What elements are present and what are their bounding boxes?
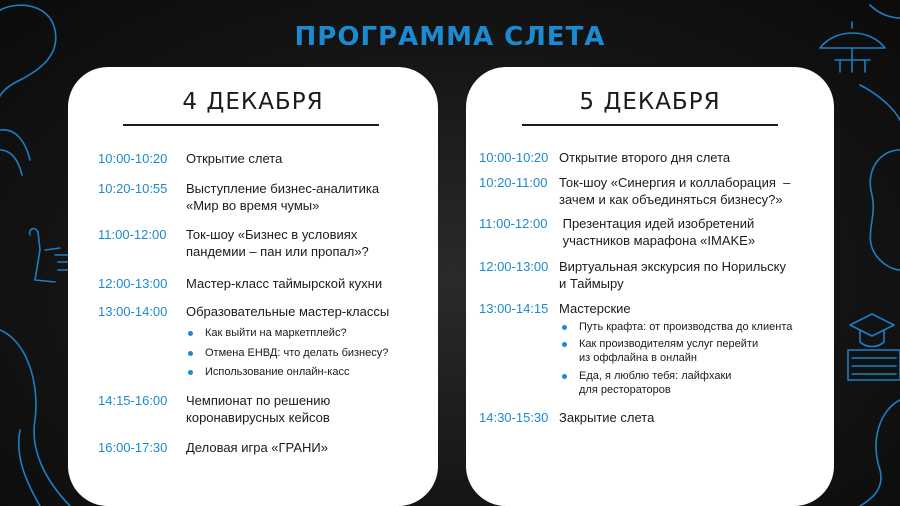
item-text: Открытие второго дня слета	[559, 150, 731, 165]
item-text: Образовательные мастер-классы	[186, 304, 390, 319]
bullet-dot	[188, 351, 193, 356]
bottom-right-curves	[860, 400, 900, 506]
item-time: 14:15-16:00	[98, 393, 168, 408]
right-blob	[870, 150, 900, 270]
item-time: 10:20-10:55	[98, 181, 168, 196]
item-text: Мастер-класс таймырской кухни	[186, 276, 383, 291]
day2-divider	[522, 124, 778, 126]
bullet-text: из оффлайна в онлайн	[579, 352, 697, 364]
item-text: Ток-шоу «Бизнес в условиях	[186, 227, 358, 242]
bottom-left-curves	[0, 330, 70, 506]
item-time: 10:00-10:20	[98, 151, 168, 166]
item-text: Презентация идей изобретений	[559, 216, 755, 231]
bullet-dot	[188, 331, 193, 336]
item-text: Мастерские	[559, 301, 631, 316]
left-wave-lines	[0, 130, 30, 175]
item-time: 12:00-13:00	[98, 276, 168, 291]
bullet-text: Отмена ЕНВД: что делать бизнесу?	[205, 347, 389, 359]
day2-card	[466, 67, 834, 506]
item-text: Виртуальная экскурсия по Норильску	[559, 259, 786, 274]
item-text: зачем и как объединяться бизнесу?»	[559, 192, 783, 207]
item-text: Чемпионат по решению	[186, 393, 331, 408]
item-time: 14:30-15:30	[479, 410, 549, 425]
bullet-text: Как выйти на маркетплейс?	[205, 327, 347, 339]
item-time: 12:00-13:00	[479, 259, 549, 274]
bullet-text: Использование онлайн-касс	[205, 366, 350, 378]
page-title: ПРОГРАММА СЛЕТА	[294, 22, 606, 52]
item-text: коронавирусных кейсов	[186, 410, 330, 425]
day1-date: 4 ДЕКАБРЯ	[182, 89, 324, 115]
item-text: Ток-шоу «Синергия и коллаборация –	[559, 175, 791, 190]
bullet-text: Как производителям услуг перейти	[579, 338, 759, 350]
person-desk-icon	[30, 229, 72, 282]
item-text: Выступление бизнес-аналитика	[186, 181, 380, 196]
item-text: пандемии – пан или пропал»?	[186, 244, 369, 259]
item-time: 13:00-14:00	[98, 304, 168, 319]
bullet-text: Путь крафта: от производства до клиента	[579, 321, 793, 333]
item-time: 10:00-10:20	[479, 150, 549, 165]
item-text: и Таймыру	[559, 276, 624, 291]
bullet-text: Еда, я люблю тебя: лайфхаки	[579, 370, 732, 382]
bullet-dot	[562, 342, 567, 347]
item-time: 10:20-11:00	[479, 175, 548, 190]
bullet-dot	[562, 325, 567, 330]
bullet-dot	[188, 370, 193, 375]
bullet-dot	[562, 374, 567, 379]
item-text: «Мир во время чумы»	[186, 198, 320, 213]
bullet-text: для рестораторов	[579, 384, 671, 396]
item-text: Открытие слета	[186, 151, 283, 166]
day2-date: 5 ДЕКАБРЯ	[579, 89, 721, 115]
graduation-cap-icon	[850, 314, 894, 347]
item-time: 11:00-12:00	[98, 227, 167, 242]
laptop-icon	[848, 350, 900, 380]
item-time: 16:00-17:30	[98, 440, 168, 455]
item-text: Закрытие слета	[559, 410, 655, 425]
item-text: Деловая игра «ГРАНИ»	[186, 440, 328, 455]
day1-card	[68, 67, 438, 506]
item-time: 13:00-14:15	[479, 301, 549, 316]
item-time: 11:00-12:00	[479, 216, 548, 231]
item-text: участников марафона «IMAKE»	[559, 233, 756, 248]
day1-divider	[123, 124, 379, 126]
